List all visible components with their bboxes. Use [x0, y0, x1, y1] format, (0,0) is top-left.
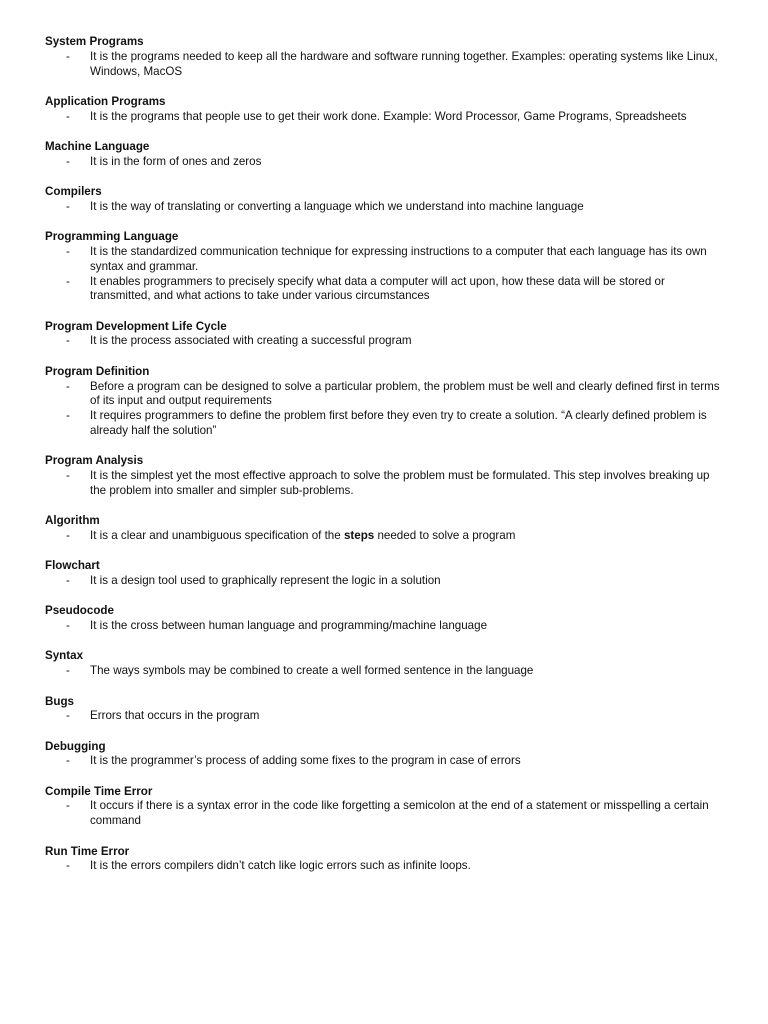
definition-item: [45, 709, 728, 724]
dash-bullet: -: [66, 799, 70, 813]
definition-item: [45, 529, 728, 544]
dash-bullet: -: [66, 469, 70, 483]
definition-text: It is the process associated with creating a successful program: [90, 334, 412, 348]
term-heading: Compile Time Error: [45, 784, 153, 798]
definition-item: [45, 334, 728, 349]
definition-list: [45, 754, 728, 769]
definition-list: [45, 200, 728, 215]
section-syntax: [45, 649, 728, 679]
dash-bullet: -: [66, 664, 70, 678]
section-flowchart: [45, 559, 728, 589]
definition-text: It is the simplest yet the most effective approach to solve the problem must be formulated. This step involves breaking up the problem into smaller and simpler sub-problems.: [90, 469, 710, 497]
definition-list: [45, 334, 728, 349]
term-heading: System Programs: [45, 35, 144, 48]
definition-text: It is a clear and unambiguous specification of the steps needed to solve a program: [90, 528, 516, 542]
dash-bullet: -: [66, 49, 70, 63]
term-heading: Program Definition: [45, 364, 150, 378]
definition-list: [45, 859, 728, 874]
term-heading: Compilers: [45, 185, 102, 199]
definition-list: [45, 529, 728, 544]
section-program-development-life-cycle: [45, 320, 728, 350]
dash-bullet: -: [66, 709, 70, 723]
definition-item: [45, 664, 728, 679]
dash-bullet: -: [66, 859, 70, 873]
dash-bullet: -: [66, 528, 70, 542]
term-heading: Syntax: [45, 649, 84, 663]
definition-text: Errors that occurs in the program: [90, 709, 260, 723]
section-programming-language: [45, 230, 728, 304]
section-compilers: [45, 185, 728, 215]
dash-bullet: -: [66, 274, 70, 288]
term-heading: Pseudocode: [45, 604, 114, 618]
definition-list: [45, 110, 728, 125]
definition-item: [45, 574, 728, 589]
definition-item: [45, 275, 728, 305]
definition-text: It is the way of translating or converting a language which we understand into machine language: [90, 199, 584, 213]
section-bugs: [45, 695, 728, 725]
term-heading: Machine Language: [45, 139, 150, 153]
definition-text: It is the cross between human language and programming/machine language: [90, 619, 488, 633]
definition-item: [45, 754, 728, 769]
dash-bullet: -: [66, 619, 70, 633]
glossary: [45, 35, 728, 874]
dash-bullet: -: [66, 109, 70, 123]
definition-text: It is in the form of ones and zeros: [90, 154, 262, 168]
term-heading: Program Development Life Cycle: [45, 319, 227, 333]
term-heading: Debugging: [45, 739, 106, 753]
section-application-programs: [45, 95, 728, 125]
definition-item: [45, 110, 728, 125]
definition-item: [45, 409, 728, 439]
definition-item: [45, 245, 728, 275]
definition-text: It requires programmers to define the problem first before they even try to create a solution. “A clearly defined problem is already half the solution”: [90, 409, 707, 437]
definition-item: [45, 155, 728, 170]
definition-item: [45, 619, 728, 634]
section-program-analysis: [45, 454, 728, 498]
term-heading: Application Programs: [45, 94, 166, 108]
definition-text: It is the programmer’s process of adding some fixes to the program in case of errors: [90, 754, 521, 768]
term-heading: Algorithm: [45, 514, 100, 528]
dash-bullet: -: [66, 379, 70, 393]
definition-text: It is the standardized communication technique for expressing instructions to a computer that each language has its own syntax and grammar.: [90, 244, 707, 273]
definition-item: [45, 380, 728, 410]
section-system-programs: [45, 35, 728, 79]
term-heading: Run Time Error: [45, 844, 130, 858]
definition-list: [45, 709, 728, 724]
definition-text: The ways symbols may be combined to create a well formed sentence in the language: [90, 664, 534, 678]
definition-list: [45, 469, 728, 499]
definition-item: [45, 469, 728, 499]
dash-bullet: -: [66, 244, 70, 258]
section-pseudocode: [45, 604, 728, 634]
definition-text: It occurs if there is a syntax error in the code like forgetting a semicolon at the end of a statement or misspelling a certain command: [90, 799, 709, 828]
dash-bullet: -: [66, 334, 70, 348]
definition-text: It is the programs that people use to get their work done. Example: Word Processor, Game Programs, Spreadsheets: [90, 109, 687, 123]
dash-bullet: -: [66, 574, 70, 588]
definition-text: Before a program can be designed to solve a particular problem, the problem must be well and clearly defined first in terms of its input and output requirements: [90, 379, 720, 408]
dash-bullet: -: [66, 409, 70, 423]
definition-list: [45, 50, 728, 80]
definition-text: It is the programs needed to keep all the hardware and software running together. Examples: operating systems like Linux, Windows, MacOS: [90, 49, 718, 78]
definition-text: It is a design tool used to graphically represent the logic in a solution: [90, 574, 441, 588]
definition-text: It is the errors compilers didn’t catch like logic errors such as infinite loops.: [90, 859, 471, 873]
definition-item: [45, 799, 728, 829]
definition-item: [45, 859, 728, 874]
dash-bullet: -: [66, 754, 70, 768]
definition-list: [45, 155, 728, 170]
definition-text: It enables programmers to precisely specify what data a computer will act upon, how these data will be stored or transmitted, and what actions to take under various circumstances: [90, 274, 665, 303]
section-algorithm: [45, 514, 728, 544]
term-heading: Bugs: [45, 694, 74, 708]
section-program-definition: [45, 365, 728, 439]
dash-bullet: -: [66, 199, 70, 213]
dash-bullet: -: [66, 154, 70, 168]
definition-list: [45, 799, 728, 829]
term-heading: Program Analysis: [45, 454, 144, 468]
section-machine-language: [45, 140, 728, 170]
section-debugging: [45, 740, 728, 770]
definition-list: [45, 664, 728, 679]
term-heading: Flowchart: [45, 559, 100, 573]
definition-item: [45, 200, 728, 215]
definition-list: [45, 574, 728, 589]
section-compile-time-error: [45, 785, 728, 829]
definition-list: [45, 245, 728, 304]
section-run-time-error: [45, 845, 728, 875]
definition-item: [45, 50, 728, 80]
term-heading: Programming Language: [45, 230, 179, 244]
definition-list: [45, 619, 728, 634]
definition-list: [45, 380, 728, 439]
